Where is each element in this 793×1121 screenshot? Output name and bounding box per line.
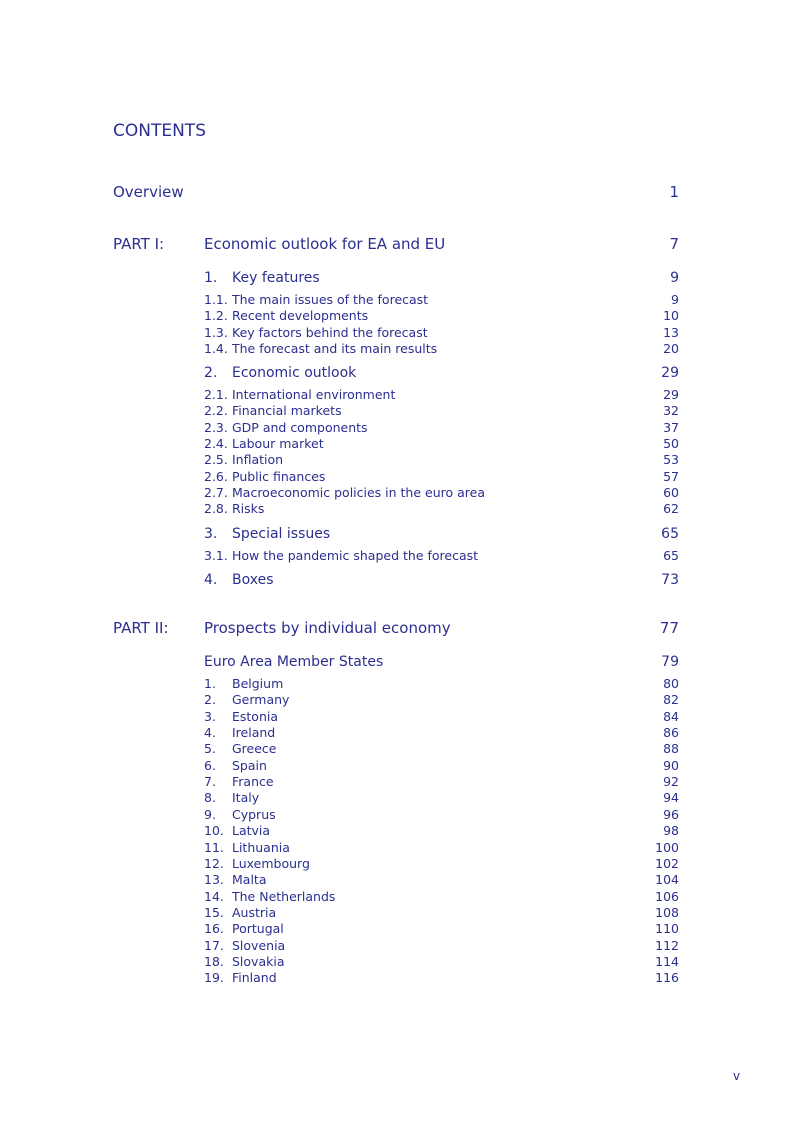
- toc-country-number: 16.: [204, 921, 224, 937]
- toc-country-title[interactable]: The Netherlands: [232, 888, 336, 904]
- toc-country-title[interactable]: Finland: [232, 970, 277, 986]
- toc-country-title[interactable]: Greece: [232, 741, 277, 757]
- toc-section-number: 1.2.: [204, 308, 228, 324]
- toc-country-number: 14.: [204, 888, 224, 904]
- toc-country-number: 3.: [204, 708, 216, 724]
- toc-chapter-title[interactable]: Special issues: [232, 526, 331, 542]
- toc-section-title[interactable]: The main issues of the forecast: [232, 292, 429, 307]
- toc-country-number: 2.: [204, 692, 216, 708]
- toc-chapter-page: 73: [661, 572, 679, 588]
- toc-section-title[interactable]: Labour market: [232, 435, 324, 451]
- toc-country-page: 104: [655, 872, 679, 888]
- toc-section-page: 13: [663, 324, 679, 340]
- toc-chapter-title[interactable]: Economic outlook: [232, 365, 357, 381]
- toc-section-number: 2.3.: [204, 419, 228, 435]
- toc-country-number: 4.: [204, 725, 216, 741]
- toc-overview-page: 1: [669, 183, 679, 201]
- toc-chapter-page: 65: [661, 526, 679, 542]
- toc-section-number: 2.6.: [204, 468, 228, 484]
- toc-chapter-title[interactable]: Boxes: [232, 572, 274, 588]
- toc-part1-page: 7: [669, 235, 679, 253]
- toc-section-page: 53: [663, 452, 679, 468]
- toc-section-title[interactable]: Financial markets: [232, 403, 342, 419]
- toc-country-number: 10.: [204, 823, 224, 839]
- toc-country-page: 92: [663, 774, 679, 790]
- toc-part1-title[interactable]: Economic outlook for EA and EU: [204, 235, 446, 253]
- toc-country-page: 96: [663, 806, 679, 822]
- toc-chapter-number: 3.: [204, 526, 218, 542]
- toc-section-page: 20: [663, 340, 679, 356]
- toc-country-title[interactable]: Estonia: [232, 708, 279, 724]
- toc-chapter-page: 9: [670, 270, 679, 286]
- page-title: CONTENTS: [113, 121, 206, 141]
- toc-country-title[interactable]: Cyprus: [232, 806, 276, 822]
- toc-section-number: 2.1.: [204, 387, 228, 402]
- toc-country-page: 100: [655, 839, 679, 855]
- toc-section-title[interactable]: Macroeconomic policies in the euro area: [232, 484, 485, 500]
- toc-part2-group-title[interactable]: Euro Area Member States: [204, 654, 384, 670]
- page-number-footer: v: [733, 1069, 741, 1083]
- toc-country-number: 18.: [204, 953, 224, 969]
- toc-country-page: 114: [655, 953, 679, 969]
- toc-part2-title[interactable]: Prospects by individual economy: [204, 619, 451, 637]
- toc-country-title[interactable]: Spain: [232, 757, 267, 773]
- toc-country-number: 13.: [204, 872, 224, 888]
- toc-country-number: 15.: [204, 904, 224, 920]
- toc-section-number: 2.7.: [204, 484, 228, 500]
- toc-country-title[interactable]: Germany: [232, 692, 290, 708]
- toc-country-number: 1.: [204, 676, 216, 691]
- toc-section-page: 32: [663, 403, 679, 419]
- toc-country-page: 116: [655, 970, 679, 986]
- toc-section-number: 2.5.: [204, 452, 228, 468]
- toc-part1-label: PART I:: [113, 235, 165, 253]
- toc-section-title[interactable]: Public finances: [232, 468, 326, 484]
- toc-country-title[interactable]: Luxembourg: [232, 855, 310, 871]
- toc-chapter-number: 1.: [204, 270, 218, 286]
- toc-country-page: 94: [663, 790, 679, 806]
- toc-chapter-number: 2.: [204, 365, 218, 381]
- toc-country-number: 19.: [204, 970, 224, 986]
- toc-section-title[interactable]: GDP and components: [232, 419, 368, 435]
- toc-section-title[interactable]: Inflation: [232, 452, 284, 468]
- toc-country-page: 88: [663, 741, 679, 757]
- toc-part2-label: PART II:: [113, 619, 169, 637]
- toc-country-page: 112: [655, 937, 679, 953]
- toc-country-title[interactable]: Slovakia: [232, 953, 285, 969]
- toc-country-page: 86: [663, 725, 679, 741]
- toc-country-page: 108: [655, 904, 679, 920]
- toc-country-page: 106: [655, 888, 679, 904]
- toc-country-title[interactable]: Malta: [232, 872, 267, 888]
- toc-section-number: 1.3.: [204, 324, 228, 340]
- toc-country-page: 84: [663, 708, 679, 724]
- toc-country-page: 80: [663, 676, 679, 691]
- toc-section-title[interactable]: The forecast and its main results: [232, 340, 438, 356]
- toc-country-title[interactable]: Belgium: [232, 676, 284, 691]
- toc-country-page: 110: [655, 921, 679, 937]
- toc-country-title[interactable]: Austria: [232, 904, 277, 920]
- toc-country-title[interactable]: Slovenia: [232, 937, 286, 953]
- toc-section-page: 62: [663, 501, 679, 517]
- toc-country-title[interactable]: Ireland: [232, 725, 276, 741]
- toc-section-title[interactable]: Risks: [232, 501, 265, 517]
- toc-country-number: 8.: [204, 790, 216, 806]
- toc-part2-page: 77: [659, 619, 679, 637]
- toc-country-title[interactable]: France: [232, 774, 274, 790]
- toc-part2-group-page: 79: [661, 654, 679, 670]
- toc-country-number: 11.: [204, 839, 224, 855]
- toc-section-page: 57: [663, 468, 679, 484]
- toc-country-title[interactable]: Portugal: [232, 921, 284, 937]
- toc-country-page: 102: [655, 855, 679, 871]
- toc-section-number: 1.4.: [204, 340, 228, 356]
- toc-section-number: 2.2.: [204, 403, 228, 419]
- toc-section-number: 2.8.: [204, 501, 228, 517]
- toc-country-page: 90: [663, 757, 679, 773]
- toc-section-title[interactable]: How the pandemic shaped the forecast: [232, 548, 479, 563]
- toc-section-number: 2.4.: [204, 435, 228, 451]
- toc-country-page: 98: [663, 823, 679, 839]
- toc-section-title[interactable]: Recent developments: [232, 308, 369, 324]
- toc-country-title[interactable]: Italy: [232, 790, 260, 806]
- toc-section-title[interactable]: International environment: [232, 387, 396, 402]
- toc-country-number: 9.: [204, 806, 216, 822]
- toc-section-page: 10: [663, 308, 679, 324]
- toc-section-page: 60: [663, 484, 679, 500]
- toc-section-page: 50: [663, 435, 679, 451]
- toc-country-page: 82: [663, 692, 679, 708]
- toc-country-title[interactable]: Latvia: [232, 823, 271, 839]
- toc-chapter-number: 4.: [204, 572, 218, 588]
- toc-country-number: 7.: [204, 774, 216, 790]
- toc-country-number: 12.: [204, 855, 224, 871]
- toc-chapter-page: 29: [661, 365, 679, 381]
- toc-section-page: 9: [671, 292, 679, 307]
- toc-section-page: 29: [663, 387, 679, 402]
- toc-section-number: 3.1.: [204, 548, 228, 563]
- toc-country-number: 5.: [204, 741, 216, 757]
- toc-section-page: 37: [663, 419, 679, 435]
- toc-overview-label[interactable]: Overview: [113, 183, 184, 201]
- toc-country-title[interactable]: Lithuania: [232, 839, 290, 855]
- toc-section-number: 1.1.: [204, 292, 228, 307]
- toc-chapter-title[interactable]: Key features: [232, 270, 320, 286]
- toc-country-number: 6.: [204, 757, 216, 773]
- toc-section-title[interactable]: Key factors behind the forecast: [232, 324, 428, 340]
- toc-country-number: 17.: [204, 937, 224, 953]
- toc-section-page: 65: [663, 548, 679, 563]
